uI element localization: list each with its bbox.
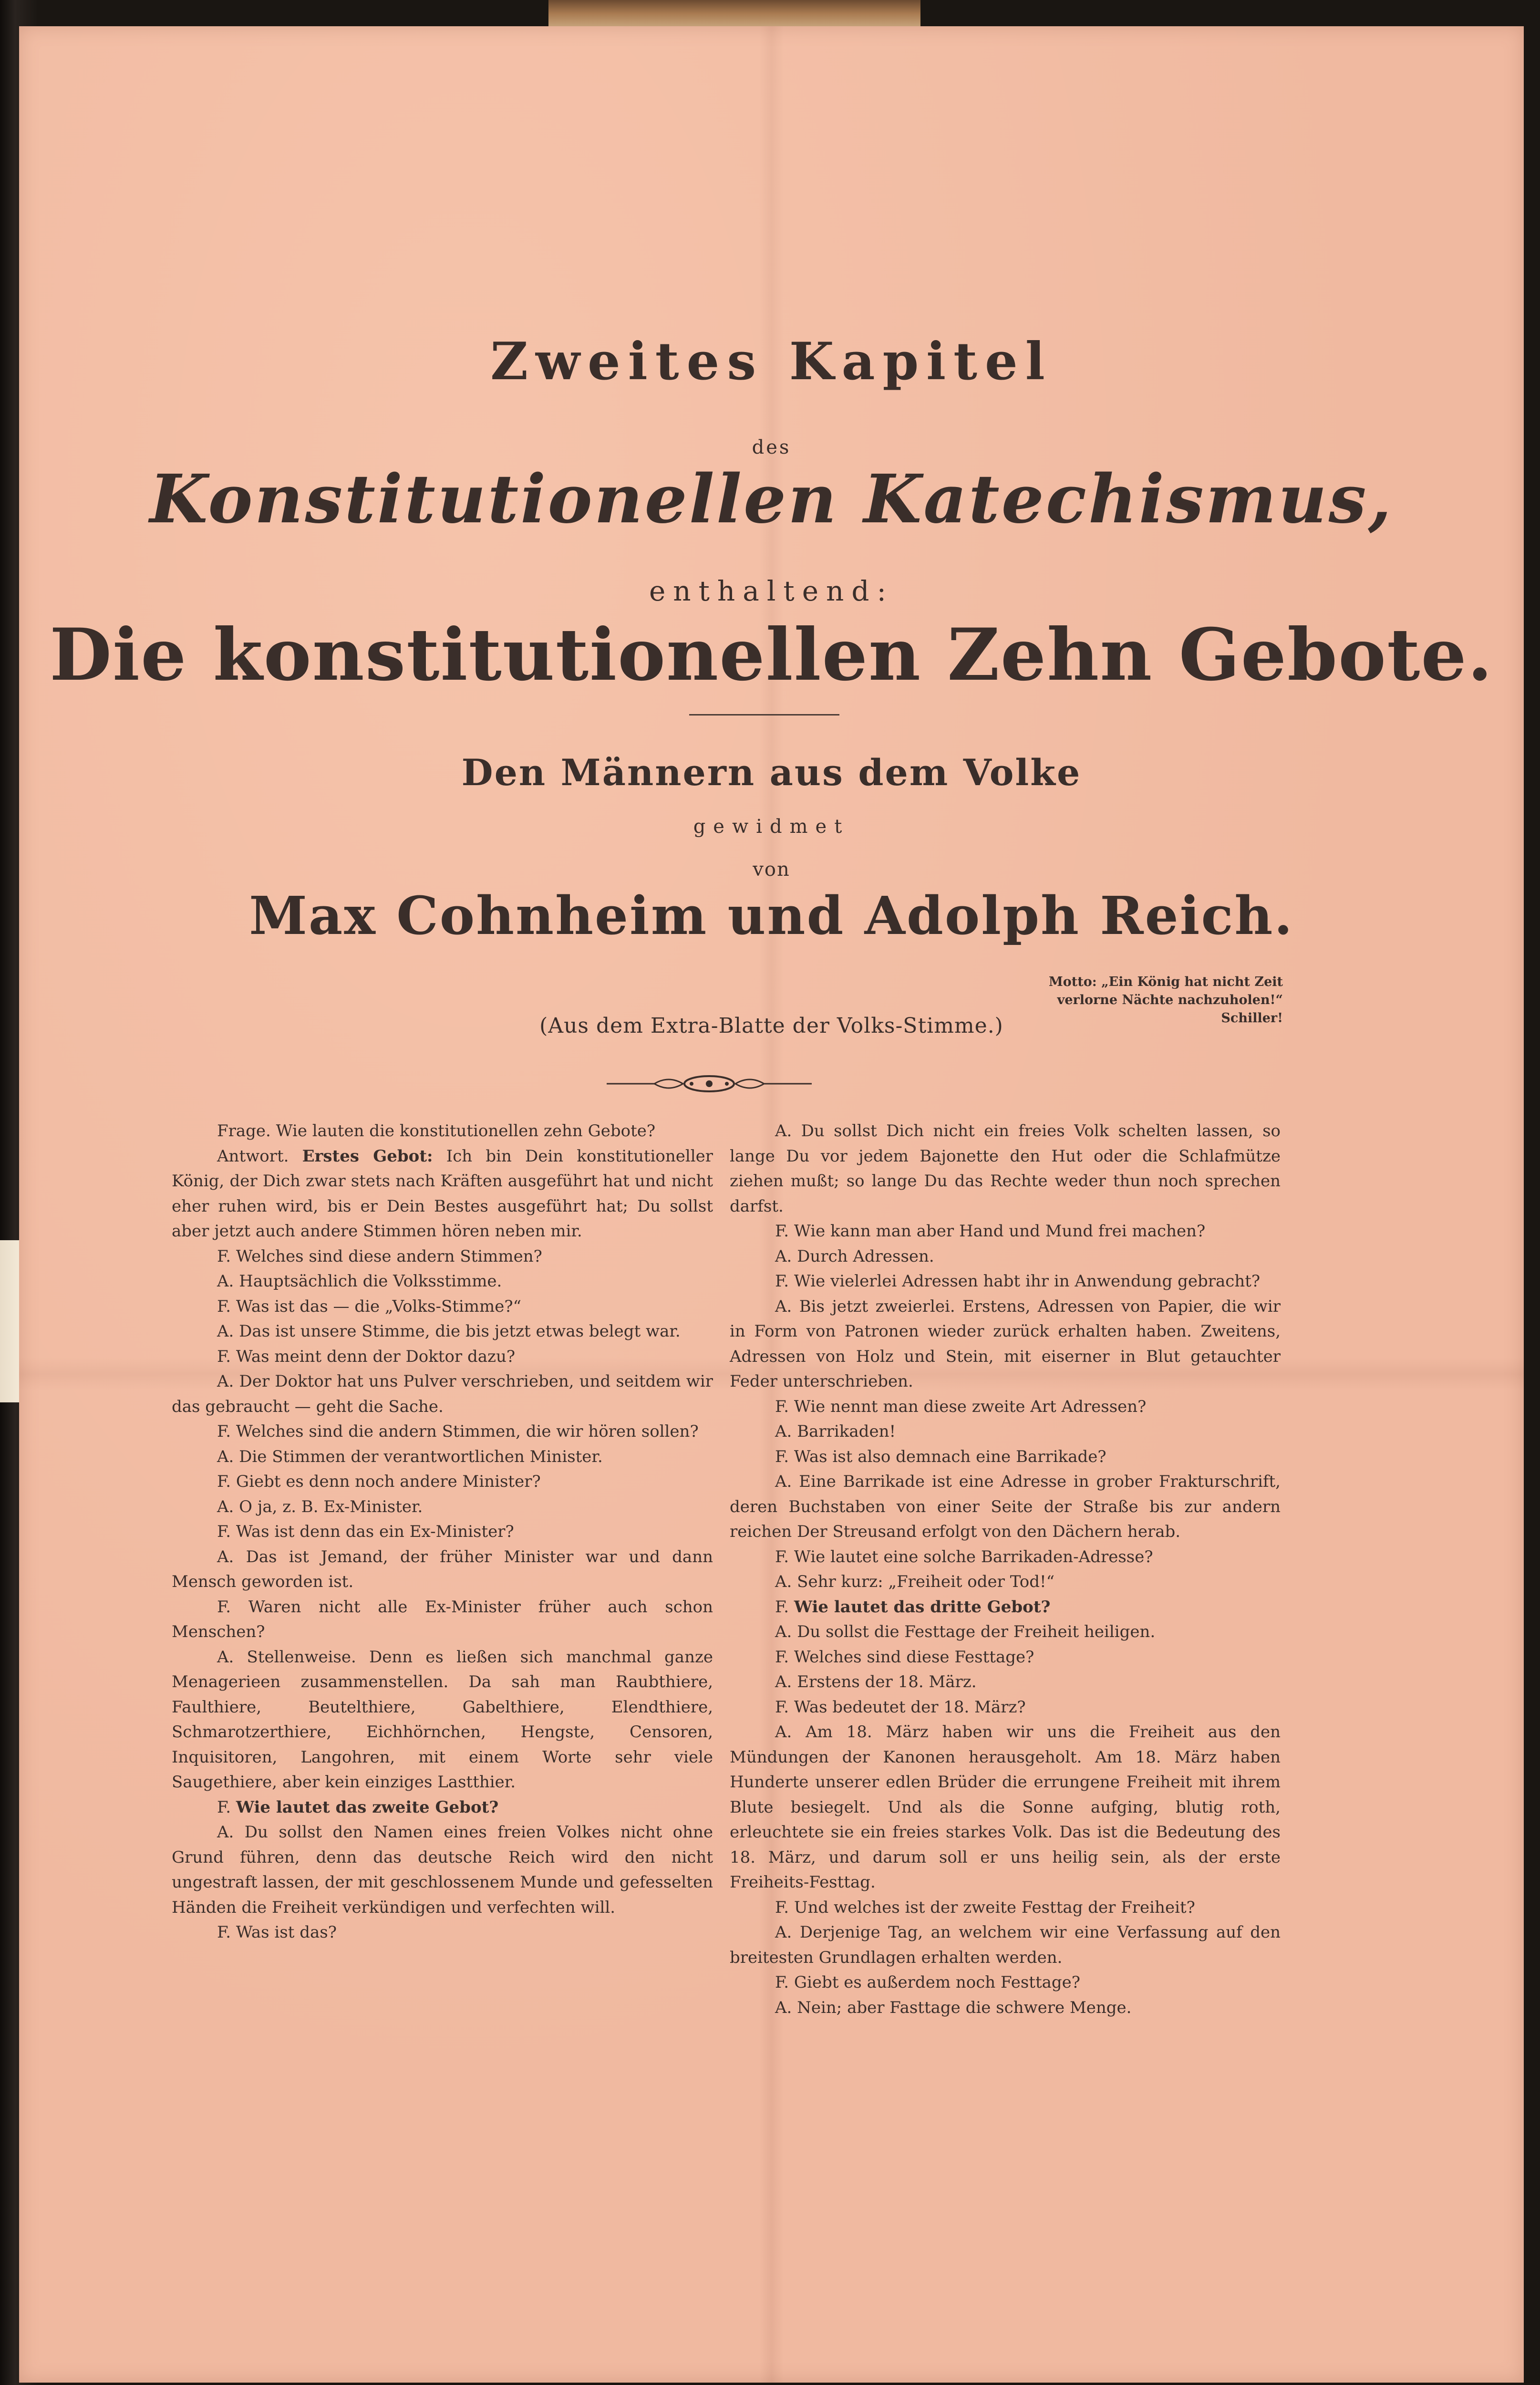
paragraph-text: A. Barrikaden! [775,1422,896,1441]
paragraph [730,1970,1281,1995]
paragraph [172,1645,713,1795]
paragraph-text: A. Nein; aber Fasttage die schwere Menge. [775,1998,1132,2017]
paragraph [172,1294,713,1319]
paragraph [172,1419,713,1444]
speaker-label: F. [775,1597,794,1617]
paragraph-text: Frage. Wie lauten die konstitutionellen zehn Gebote? [217,1121,656,1141]
paragraph [730,1545,1281,1570]
paragraph-text: F. Wie vielerlei Adressen habt ihr in Anwendung gebracht? [775,1272,1261,1291]
paragraph-text: A. Derjenige Tag, an welchem wir eine Verfassung auf den breitesten Grundlagen erhalten werden. [730,1923,1281,1967]
paragraph-text: F. Welches sind diese andern Stimmen? [217,1246,542,1266]
paragraph-text: A. Das ist Jemand, der früher Minister war und dann Mensch geworden ist. [172,1547,713,1591]
paragraph-text: A. Bis jetzt zweierlei. Erstens, Adressen von Papier, die wir in Form von Patronen wieder zurück erhalten haben. Zweitens, Adressen von Holz und Stein, mit eiserner in Blut getauchter Feder unterschrieben. [730,1296,1281,1391]
paragraph-text: F. Was ist also demnach eine Barrikade? [775,1447,1106,1466]
commandment-heading: Erstes Gebot: [302,1146,433,1166]
paragraph [730,1244,1281,1269]
paragraph-text: A. O ja, z. B. Ex-Minister. [217,1497,423,1516]
paragraph-text: A. Stellenweise. Denn es ließen sich manchmal ganze Menagerieen zusammenstellen. Da sah man Raubthiere, Faulthiere, Beutelthiere, Gabelthiere, Elendthiere, Schmarotzerthiere, Eichhörnchen, Hengste, Censoren, Inquisitoren, Langohren, mit einem Worte sehr viele Saugethiere, aber kein einziges Lastthier. [172,1647,713,1792]
des-line: des [752,436,791,458]
paragraph [730,1895,1281,1920]
paragraph [172,1119,713,1144]
ornament-divider [607,1073,812,1094]
paragraph [730,1394,1281,1420]
von-line: von [753,859,790,881]
catechism-title: Konstitutionellen Katechismus, [149,460,1394,539]
paragraph [730,1219,1281,1244]
paragraph-text: A. Der Doktor hat uns Pulver verschrieben, und seitdem wir das gebraucht — geht die Sache. [172,1372,713,1416]
paragraph [172,1494,713,1520]
paragraph [730,1294,1281,1394]
paragraph [172,1319,713,1344]
commandment-heading: Wie lautet das dritte Gebot? [794,1597,1051,1617]
paragraph [730,1695,1281,1720]
paragraph [730,1645,1281,1670]
paragraph [172,1269,713,1294]
speaker-label: Antwort. [217,1146,302,1166]
paragraph [730,1995,1281,2021]
motto-attribution: Schiller! [1221,1011,1283,1026]
right-text-column [730,1119,1281,2020]
paragraph [172,1144,713,1244]
main-title: Die konstitutionellen Zehn Gebote. [50,613,1493,697]
paragraph [730,1419,1281,1444]
paragraph-text: Ich bin Dein konstitutioneller König, der Dich zwar stets nach Kräften ausgeführt hat und nicht eher ruhen wird, bis er Dein Bestes ausgeführt hat; Du sollst aber jetzt auch andere Stimmen hören neben mir. [172,1146,713,1241]
paragraph [172,1920,713,1945]
paragraph-text: A. Eine Barrikade ist eine Adresse in grober Frakturschrift, deren Buchstaben von einer Seite der Straße bis zur andern reichen Der Streusand erfolgt von den Dächern herab. [730,1472,1281,1541]
paragraph [172,1545,713,1595]
motto-line: verlorne Nächte nachzuholen!“ [1057,993,1283,1007]
paragraph-text: F. Wie lautet eine solche Barrikaden-Adresse? [775,1547,1153,1566]
commandment-heading: Wie lautet das zweite Gebot? [236,1797,499,1817]
paragraph-text: A. Hauptsächlich die Volksstimme. [217,1272,502,1291]
chapter-title: Zweites Kapitel [490,332,1053,392]
paragraph-text: F. Was ist denn das ein Ex-Minister? [217,1522,514,1541]
paragraph [172,1344,713,1369]
paragraph [172,1369,713,1419]
paragraph-text: F. Waren nicht alle Ex-Minister früher auch schon Menschen? [172,1597,713,1641]
speaker-label: F. [217,1797,236,1817]
paragraph-text: F. Wie kann man aber Hand und Mund frei machen? [775,1222,1206,1241]
paragraph [730,1569,1281,1595]
paragraph-text: F. Welches sind die andern Stimmen, die wir hören sollen? [217,1422,699,1441]
document-sheet [19,26,1524,2383]
paragraph [172,1519,713,1545]
paragraph-text: A. Du sollst die Festtage der Freiheit heiligen. [775,1622,1156,1641]
paragraph-text: A. Du sollst Dich nicht ein freies Volk schelten lassen, so lange Du vor jedem Bajonette den Hut oder die Schlafmütze ziehen mußt; so lange Du das Rechte weder thun noch sprechen darfst. [730,1121,1281,1216]
paragraph-text: F. Welches sind diese Festtage? [775,1647,1034,1667]
paragraph-text: A. Das ist unsere Stimme, die bis jetzt etwas belegt war. [217,1322,681,1341]
paragraph [172,1820,713,1920]
paragraph-text: F. Wie nennt man diese zweite Art Adressen? [775,1397,1147,1416]
motto-line: Motto: „Ein König hat nicht Zeit [1048,975,1283,989]
paragraph-text: F. Was meint denn der Doktor dazu? [217,1347,516,1366]
paragraph-text: A. Die Stimmen der verantwortlichen Minister. [217,1447,603,1466]
paragraph-text: F. Was bedeutet der 18. März? [775,1697,1026,1717]
paragraph [730,1469,1281,1545]
paragraph-text: F. Und welches ist der zweite Festtag der Freiheit? [775,1898,1195,1917]
authors-line: Max Cohnheim und Adolph Reich. [249,885,1294,946]
dedication-line: Den Männern aus dem Volke [461,751,1082,794]
enthaltend-line: enthaltend: [649,575,894,607]
title-divider [689,714,839,716]
paragraph [730,1670,1281,1695]
paragraph-text: F. Giebt es außerdem noch Festtage? [775,1973,1080,1992]
paragraph-text: A. Du sollst den Namen eines freien Volkes nicht ohne Grund führen, denn das deutsche Reich wird den nicht ungestraft lassen, der mit geschlossenem Munde und gefesselten Händen die Freiheit verkündigen und verfechten will. [172,1823,713,1917]
paragraph [730,1444,1281,1470]
left-text-column [172,1119,713,1945]
paragraph [730,1595,1281,1620]
paragraph-text: A. Sehr kurz: „Freiheit oder Tod!“ [775,1572,1055,1591]
source-note: (Aus dem Extra-Blatte der Volks-Stimme.) [539,1014,1003,1038]
paragraph [172,1795,713,1820]
paragraph [172,1469,713,1494]
paragraph [730,1269,1281,1294]
paragraph [730,1920,1281,1970]
paragraph-text: A. Durch Adressen. [775,1246,934,1266]
paragraph-text: F. Was ist das? [217,1923,337,1942]
gewidmet-line: gewidmet [693,816,850,838]
paragraph [730,1720,1281,1895]
paragraph [172,1595,713,1645]
paragraph [730,1119,1281,1219]
paragraph-text: A. Erstens der 18. März. [775,1672,977,1691]
paragraph-text: A. Am 18. März haben wir uns die Freiheit aus den Mündungen der Kanonen herausgeholt. Am 18. März haben Hunderte unserer edlen Brüder die errungene Freiheit mit ihrem Blute besiegelt. Und als die Sonne aufging, blutig roth, erleuchtete sie ein freies starkes Volk. Das ist die Bedeutung des 18. März, und darum soll er uns heilig sein, als der erste Freiheits-Festtag. [730,1722,1281,1892]
paragraph [172,1244,713,1269]
paragraph [730,1619,1281,1645]
paragraph-text: F. Was ist das — die „Volks-Stimme?“ [217,1296,521,1316]
paragraph-text: F. Giebt es denn noch andere Minister? [217,1472,541,1491]
paragraph [172,1444,713,1470]
